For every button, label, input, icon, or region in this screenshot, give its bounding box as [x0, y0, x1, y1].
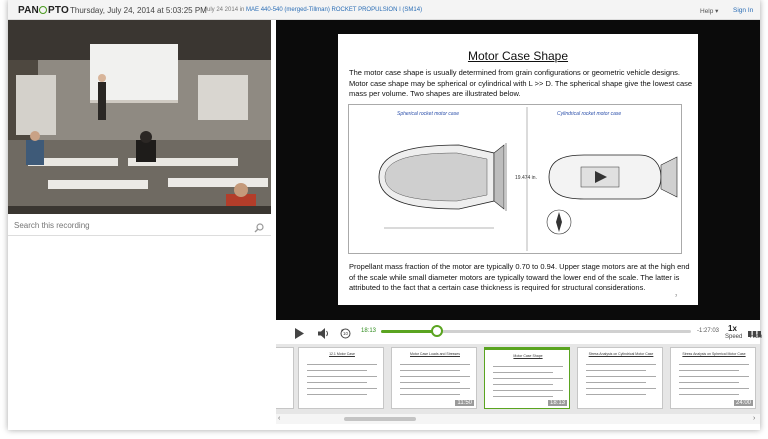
current-slide	[338, 34, 698, 305]
volume-icon[interactable]	[318, 326, 330, 344]
thumbnail-text-line	[493, 396, 553, 397]
search-icon[interactable]	[254, 220, 264, 238]
classroom-video-frame	[8, 20, 271, 214]
thumbnail-title: Motor Case Loads and Stresses	[410, 352, 460, 356]
thumbnail-title: 12.1 Motor Case	[329, 352, 355, 356]
speed-value[interactable]: 1x	[728, 324, 737, 333]
thumbnail-timestamp: 24:00	[735, 400, 751, 406]
recording-datetime: Thursday, July 24, 2014 at 5:03:25 PM	[70, 6, 207, 15]
thumbnail-text-line	[307, 394, 367, 395]
seek-bar-fill	[381, 330, 437, 333]
thumbnail-timestamp: 18:13	[549, 400, 565, 406]
thumbnail-text-line	[307, 388, 377, 389]
thumbnail-text-line	[586, 388, 656, 389]
app-frame	[8, 0, 763, 430]
thumbnail-text-line	[679, 370, 739, 371]
thumbnail-text-line	[307, 382, 367, 383]
thumbnail-text-line	[586, 394, 646, 395]
thumbnail-text-line	[400, 394, 460, 395]
thumbnail-text-line	[400, 382, 460, 383]
seek-handle[interactable]	[431, 325, 443, 337]
slide-title: Motor Case Shape	[467, 49, 569, 63]
course-link[interactable]: MAE 440-540 (merged-Tillman) ROCKET PROPULSION I (SM14)	[246, 7, 423, 13]
sign-in-link[interactable]: Sign In	[733, 7, 754, 14]
thumbnail-text-line	[400, 376, 470, 377]
slide-thumbnail[interactable]	[670, 347, 756, 409]
thumbnail-text-line	[586, 370, 646, 371]
thumbnail-text-line	[679, 364, 749, 365]
thumbnail-text-line	[586, 376, 656, 377]
thumbnail-text-line	[493, 390, 563, 391]
thumbnail-title: Stress Analysis on Spherical Motor Case	[682, 352, 746, 356]
remaining-time: -1:27:03	[697, 328, 720, 334]
search-bar	[8, 214, 271, 236]
thumbnail-text-line	[307, 376, 377, 377]
thumbnail-text-line	[307, 370, 367, 371]
panopto-logo[interactable]: PAN PTO	[18, 5, 69, 16]
thumbnail-text-line	[307, 364, 377, 365]
speed-label[interactable]: Speed	[725, 334, 743, 340]
breadcrumb	[204, 7, 422, 13]
thumbnail-text-line	[586, 364, 656, 365]
slide-paragraph-1: The motor case shape is usually determined from grain configurations or geometric vehicle designs. Motor case shape may be spherical or cylindrical with L >> D. The spherical shape give the lowest case mass per volume. Two shapes are illustrated below.	[349, 68, 693, 98]
motor-case-diagram	[348, 104, 682, 254]
slide-paragraph-2: Propellant mass fraction of the motor are typically 0.70 to 0.94. Upper stage motors are at the high end of the scale while small diameter motors are typically toward the lower end of the scale. The latter is attributed to the fact that a certain case thickness is required for structural considerations.	[349, 262, 690, 292]
thumbnail-title: Stress Analysis on Cylindrical Motor Case	[588, 352, 654, 356]
help-menu[interactable]: Help ▾	[700, 8, 719, 15]
seek-bar[interactable]	[381, 330, 691, 333]
thumbnail-text-line	[400, 364, 470, 365]
dimension-label: 19.474 in.	[515, 175, 537, 181]
thumbnail-text-line	[679, 388, 749, 389]
diagram-left-label: Spherical rocket motor case	[397, 111, 459, 117]
slide-thumbnail[interactable]	[391, 347, 477, 409]
breadcrumb-prefix: July 24 2014 in	[204, 7, 245, 13]
playback-controls	[276, 320, 763, 344]
slide-thumbnail[interactable]	[577, 347, 663, 409]
thumbnail-text-line	[679, 394, 739, 395]
svg-text:10: 10	[342, 331, 349, 337]
thumbnail-text-line	[679, 376, 749, 377]
thumbnail-strip	[276, 344, 760, 414]
rewind-10-icon[interactable]	[340, 326, 351, 344]
thumbnail-text-line	[586, 382, 646, 383]
thumbnail-text-line	[679, 382, 739, 383]
thumbnail-text-line	[493, 384, 553, 385]
slide-player[interactable]	[276, 20, 760, 320]
thumbnail-text-line	[400, 388, 470, 389]
search-input[interactable]	[14, 218, 244, 232]
thumbnail-text-line	[493, 378, 563, 379]
webcam-video[interactable]	[8, 20, 271, 214]
slide-thumbnail-partial[interactable]	[276, 347, 294, 409]
thumbnail-text-line	[493, 372, 553, 373]
thumbnail-title: Motor Case Shape	[513, 354, 543, 358]
slide-page-number: 7	[675, 293, 678, 298]
slide-thumbnail[interactable]	[484, 347, 570, 409]
thumbnail-text-line	[493, 366, 563, 367]
thumbnail-scrollbar[interactable]	[276, 414, 760, 424]
thumbnail-text-line	[400, 370, 460, 371]
scrollbar-thumb[interactable]	[344, 417, 416, 421]
hide-label[interactable]: Hide	[750, 334, 763, 340]
scroll-right-arrow-icon[interactable]: ›	[753, 415, 756, 422]
scroll-left-arrow-icon[interactable]: ‹	[278, 415, 281, 422]
header-bar	[8, 0, 760, 20]
slide-thumbnail[interactable]	[298, 347, 384, 409]
thumbnail-timestamp: 11:50	[457, 400, 472, 406]
elapsed-time: 18:13	[361, 328, 377, 334]
play-icon[interactable]	[294, 326, 304, 344]
diagram-right-label: Cylindrical rocket motor case	[557, 111, 622, 117]
